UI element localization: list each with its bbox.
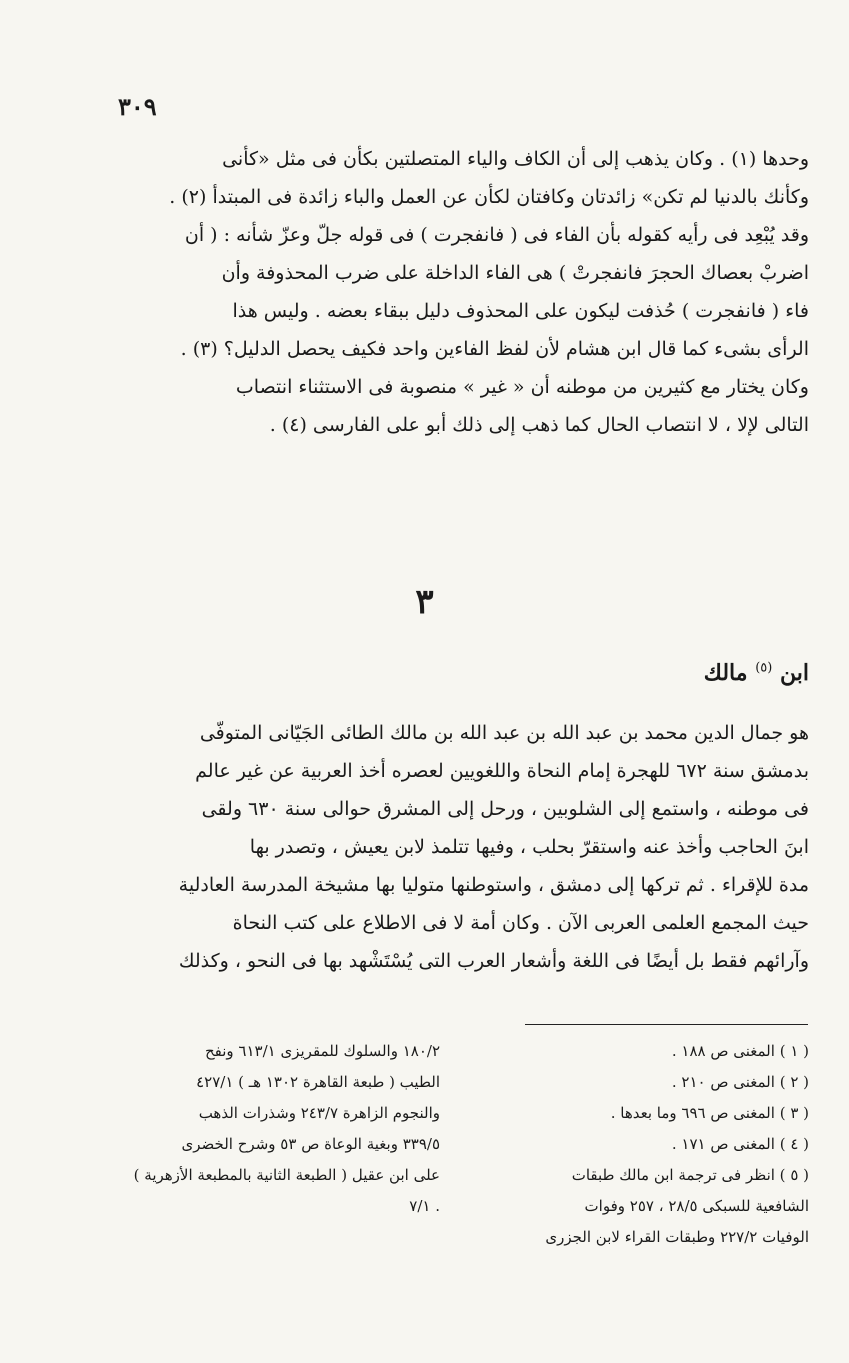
footnote-line: ٣٣٩/٥ وبغية الوعاة ص ٥٣ وشرح الخضرى (181, 1135, 440, 1153)
section-number: ٣ (415, 582, 434, 622)
text-line: وحدها (١) . وكان يذهب إلى أن الكاف والياء المتصلتين بكأن فى مثل «كأنى (222, 148, 809, 170)
footnotes-right-column (509, 1036, 809, 1253)
text-line: حيث المجمع العلمى العربى الآن . وكان أمة لا فى الاطلاع على كتب النحاة (232, 912, 809, 934)
footnote-divider (525, 1024, 808, 1025)
section-heading (704, 660, 809, 686)
text-line: وآرائهم فقط بل أيضًا فى اللغة وأشعار العرب التى يُسْتَشْهد بها فى النحو ، وكذلك (178, 950, 809, 972)
footnote-line: والنجوم الزاهرة ٢٤٣/٧ وشذرات الذهب (198, 1104, 440, 1122)
footnote-line: ( ٤ ) المغنى ص ١٧١ . (671, 1135, 809, 1153)
page-number: ٣٠٩ (118, 92, 157, 121)
footnote-line: ( ١ ) المغنى ص ١٨٨ . (671, 1042, 809, 1060)
text-line: بدمشق سنة ٦٧٢ للهجرة إمام النحاة واللغويين لعصره أخذ العربية عن غير عالم (195, 760, 809, 782)
footnote-line: ( ٣ ) المغنى ص ٦٩٦ وما بعدها . (610, 1104, 809, 1122)
heading-footnote-ref: (٥) (755, 660, 773, 676)
text-line: وقد يُبْعِد فى رأيه كقوله بأن الفاء فى ( فانفجرت ) فى قوله جلّ وعزّ شأنه : ( أن (184, 224, 809, 246)
text-line: فاء ( فانفجرت ) حُذفت ليكون على المحذوف دليل ببقاء بعضه . وليس هذا (232, 300, 809, 322)
text-line: فى موطنه ، واستمع إلى الشلوبين ، ورحل إلى المشرق حوالى سنة ٦٣٠ ولقى (201, 798, 809, 820)
text-line: ابنَ الحاجب وأخذ عنه واستقرّ بحلب ، وفيها تتلمذ لابن يعيش ، وتصدر بها (249, 836, 809, 858)
footnotes-left-column (130, 1036, 440, 1222)
footnote-line: الشافعية للسبكى ٢٨/٥ ، ٢٥٧ وفوات (584, 1197, 809, 1215)
footnote-line: ١٨٠/٢ والسلوك للمقريزى ٦١٣/١ ونفح (204, 1042, 440, 1060)
text-line: هو جمال الدين محمد بن عبد الله بن عبد الله بن مالك الطائى الجَيّانى المتوفّى (199, 722, 809, 744)
footnote-line: ( ٥ ) انظر فى ترجمة ابن مالك طبقات (571, 1166, 809, 1184)
text-line: وكان يختار مع كثيرين من موطنه أن « غير » منصوبة فى الاستثناء انتصاب (235, 376, 809, 398)
text-line: التالى لإلا ، لا انتصاب الحال كما ذهب إلى ذلك أبو على الفارسى (٤) . (269, 414, 809, 436)
text-line: وكأنك بالدنيا لم تكن» زائدتان وكافتان لكأن عن العمل والباء زائدة فى المبتدأ (٢) . (169, 186, 809, 208)
footnote-line: . ٧/١ (409, 1197, 440, 1215)
biography-paragraph (109, 714, 809, 980)
text-line: الرأى بشىء كما قال ابن هشام لأن لفظ الفاءين واحد فكيف يحصل الدليل؟ (٣) . (180, 338, 809, 360)
text-line: مدة للإقراء . ثم تركها إلى دمشق ، واستوطنها متوليا بها مشيخة المدرسة العادلية (178, 874, 809, 896)
intro-paragraph (109, 140, 809, 444)
heading-part-1: ابن (780, 660, 809, 686)
footnote-line: الوفيات ٢٢٧/٢ وطبقات القراء لابن الجزرى (545, 1228, 809, 1246)
footnote-line: ( ٢ ) المغنى ص ٢١٠ . (671, 1073, 809, 1091)
text-line: اضربْ بعصاك الحجرَ فانفجرتْ ) هى الفاء الداخلة على ضرب المحذوفة وأن (221, 262, 809, 284)
footnote-line: الطيب ( طبعة القاهرة ١٣٠٢ هـ ) ٤٢٧/١ (196, 1073, 440, 1091)
heading-part-2: مالك (703, 660, 748, 686)
footnote-line: على ابن عقيل ( الطبعة الثانية بالمطبعة الأزهرية ) (133, 1166, 440, 1184)
